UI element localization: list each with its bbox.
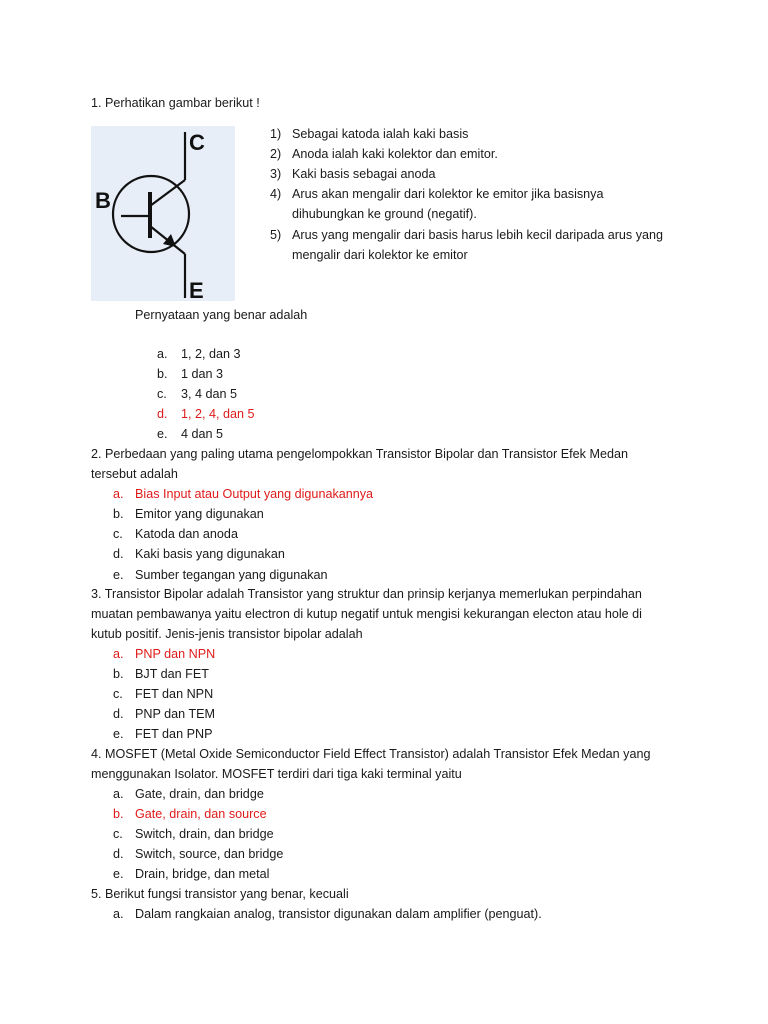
statement-2: 2) Anoda ialah kaki kolektor dan emitor.: [270, 147, 498, 161]
q1-option-a: a. 1, 2, dan 3: [157, 347, 241, 361]
q3-option-d: d. PNP dan TEM: [113, 707, 216, 721]
q1-option-d-correct: d. 1, 2, 4, dan 5: [157, 407, 255, 421]
label-e: E: [189, 278, 204, 301]
q3-line-2: muatan pembawanya yaitu electron di kutup negatif untuk mengisi kekurangan electon atau hole di: [91, 607, 642, 621]
q1-option-c: c. 3, 4 dan 5: [157, 387, 238, 401]
q2-line-1: 2. Perbedaan yang paling utama pengelompokkan Transistor Bipolar dan Transistor Efek Medan: [91, 447, 628, 461]
q4-option-b-correct: b. Gate, drain, dan source: [113, 807, 267, 821]
statement-4-cont: dihubungkan ke ground (negatif).: [292, 207, 477, 221]
label-c: C: [189, 130, 205, 155]
q1-option-e: e. 4 dan 5: [157, 427, 224, 441]
label-b: B: [95, 188, 111, 213]
q2-option-e: e. Sumber tegangan yang digunakan: [113, 568, 328, 582]
q3-option-e: e. FET dan PNP: [113, 727, 213, 741]
statement-5: 5) Arus yang mengalir dari basis harus lebih kecil daripada arus yang: [270, 228, 664, 242]
q2-option-c: c. Katoda dan anoda: [113, 527, 238, 541]
q5-line-1: 5. Berikut fungsi transistor yang benar, kecuali: [91, 887, 349, 901]
statement-5-cont: mengalir dari kolektor ke emitor: [292, 248, 468, 262]
q3-option-c: c. FET dan NPN: [113, 687, 214, 701]
npn-transistor-icon: [91, 126, 235, 301]
q4-line-1: 4. MOSFET (Metal Oxide Semiconductor Field Effect Transistor) adalah Transistor Efek Medan yang: [91, 747, 651, 761]
q4-option-a: a. Gate, drain, dan bridge: [113, 787, 264, 801]
q2-option-b: b. Emitor yang digunakan: [113, 507, 264, 521]
q4-line-2: menggunakan Isolator. MOSFET terdiri dari tiga kaki terminal yaitu: [91, 767, 462, 781]
q4-option-c: c. Switch, drain, dan bridge: [113, 827, 274, 841]
q1-prompt: Pernyataan yang benar adalah: [135, 308, 308, 322]
q4-option-e: e. Drain, bridge, dan metal: [113, 867, 270, 881]
q3-option-b: b. BJT dan FET: [113, 667, 209, 681]
q4-option-d: d. Switch, source, dan bridge: [113, 847, 284, 861]
q3-line-3: kutub positif. Jenis-jenis transistor bipolar adalah: [91, 627, 363, 641]
q3-option-a-correct: a. PNP dan NPN: [113, 647, 216, 661]
statement-1: 1) Sebagai katoda ialah kaki basis: [270, 127, 469, 141]
q2-option-d: d. Kaki basis yang digunakan: [113, 547, 285, 561]
q3-line-1: 3. Transistor Bipolar adalah Transistor yang struktur dan prinsip kerjanya memerlukan perpindahan: [91, 587, 642, 601]
q5-option-a: a. Dalam rangkaian analog, transistor digunakan dalam amplifier (penguat).: [113, 907, 542, 921]
statement-4: 4) Arus akan mengalir dari kolektor ke emitor jika basisnya: [270, 187, 604, 201]
npn-transistor-figure: [91, 126, 235, 301]
q2-line-2: tersebut adalah: [91, 467, 178, 481]
q1-option-b: b. 1 dan 3: [157, 367, 224, 381]
emitter-arrow-icon: [163, 234, 176, 247]
q1-heading: 1. Perhatikan gambar berikut !: [91, 96, 260, 110]
statement-3: 3) Kaki basis sebagai anoda: [270, 167, 436, 181]
q2-option-a-correct: a. Bias Input atau Output yang digunakannya: [113, 487, 374, 501]
